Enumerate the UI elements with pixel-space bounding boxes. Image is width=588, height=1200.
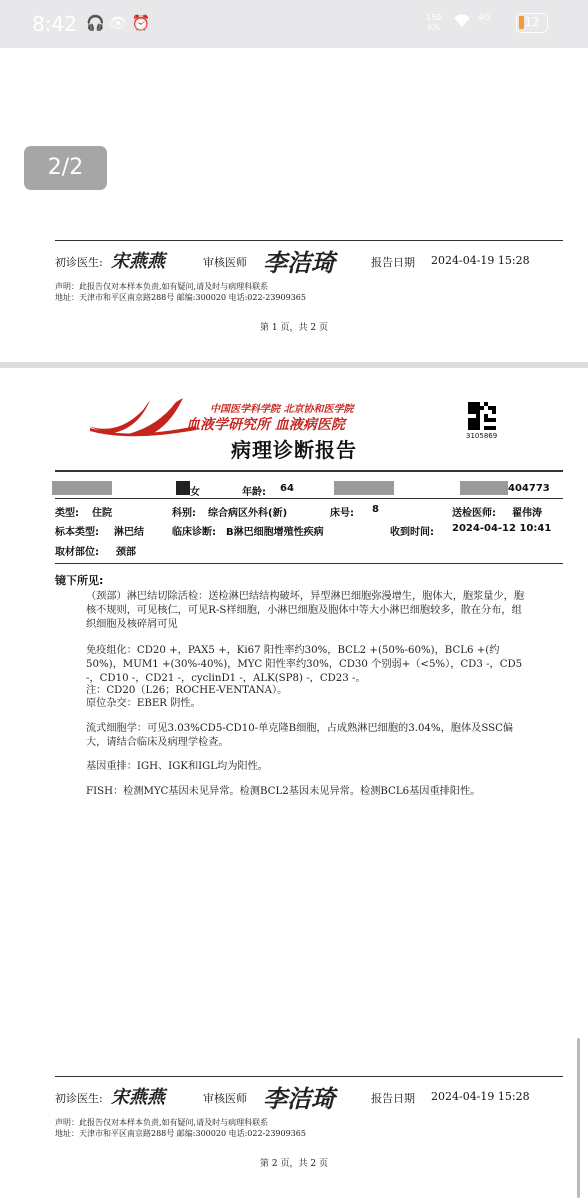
signature-row xyxy=(55,1077,563,1117)
site-label: 取材部位: xyxy=(55,547,99,558)
report-date-label: 报告日期 xyxy=(371,1092,415,1105)
review-doctor-label: 审核医师 xyxy=(203,256,247,269)
patient-sex: 女 xyxy=(190,487,200,498)
page1-footer xyxy=(55,240,563,303)
status-time: 8:42 xyxy=(32,12,77,36)
disclaimer: 声明：此报告仅对本样本负责,如有疑问,请及时与病理科联系 xyxy=(55,1118,269,1127)
diagnosis: B淋巴细胞增殖性疾病 xyxy=(226,527,324,538)
scrollbar[interactable] xyxy=(577,1038,580,1198)
initial-doctor-signature: 宋燕燕 xyxy=(111,251,165,272)
findings-ish: 原位杂交：EBER 阴性。 xyxy=(86,698,201,709)
patient-doctor: 翟伟涛 xyxy=(512,508,542,519)
findings-flow: 流式细胞学：可见3.03%CD5-CD10-单克隆B细胞，占成熟淋巴细胞的3.04%，胞体及SSC偏大，请结合临床及病理学检查。 xyxy=(86,723,514,748)
redacted-id-label xyxy=(334,481,394,495)
patient-rule xyxy=(55,498,563,499)
signature-row xyxy=(55,241,563,281)
dept-label: 科别: xyxy=(172,508,196,519)
eye-icon: 👁 xyxy=(108,14,132,32)
report-date: 2024-04-19 15:28 xyxy=(431,254,530,267)
initial-doctor-label: 初诊医生: xyxy=(55,1092,103,1105)
patient-bed: 8 xyxy=(372,504,379,515)
specimen: 淋巴结 xyxy=(114,527,144,538)
institution-line2: 血液学研究所 血液病医院 xyxy=(186,417,345,433)
specimen-label: 标本类型: xyxy=(55,527,99,538)
header-rule-top xyxy=(55,470,563,472)
review-doctor-signature: 李洁琦 xyxy=(263,1084,335,1113)
findings-ihc-note: 注：CD20（L26；ROCHE-VENTANA）。 xyxy=(86,685,288,696)
initial-doctor-signature: 宋燕燕 xyxy=(111,1087,165,1108)
cellular-indicator: 4G xyxy=(478,13,491,23)
status-notification-icons xyxy=(86,14,154,32)
address: 地址：天津市和平区南京路288号 邮编:300020 电话:022-23909365 xyxy=(55,1129,306,1138)
report-date-label: 报告日期 xyxy=(371,256,415,269)
findings-title: 镜下所见: xyxy=(55,574,104,587)
findings-gene-rearrangement: 基因重排：IGH、IGK和IGL均为阳性。 xyxy=(86,761,268,772)
report-title: 病理诊断报告 xyxy=(231,438,357,462)
redacted-id-prefix xyxy=(460,481,508,495)
page1-number: 第 1 页，共 2 页 xyxy=(260,323,328,333)
patient-id: 404773 xyxy=(508,483,550,494)
address: 地址：天津市和平区南京路288号 邮编:300020 电话:022-23909365 xyxy=(55,293,306,302)
institution-line1: 中国医学科学院 北京协和医学院 xyxy=(210,404,354,415)
site: 颈部 xyxy=(116,547,136,558)
findings-fish: FISH：检测MYC基因未见异常。检测BCL2基因未见异常。检测BCL6基因重排阳性。 xyxy=(86,786,481,797)
disclaimer: 声明：此报告仅对本样本负责,如有疑问,请及时与病理科联系 xyxy=(55,282,269,291)
status-bar xyxy=(0,0,588,48)
headphones-icon: 🎧 xyxy=(86,14,109,32)
patient-dept: 综合病区外科(新) xyxy=(208,508,288,519)
qr-code xyxy=(468,402,496,430)
page-indicator: 2/2 xyxy=(24,146,107,190)
page2-footer xyxy=(55,1076,563,1139)
received-label: 收到时间: xyxy=(390,527,434,538)
doctor-label: 送检医师: xyxy=(452,508,496,519)
findings-gross: （颈部）淋巴结切除活检：送检淋巴结结构破坏，异型淋巴细胞弥漫增生，胞体大，胞浆量少，胞核不规则，可见核仁，可见R-S样细胞，小淋巴细胞及胞体中等大小淋巴细胞较多，散在分布，组织细胞及核碎屑可见 xyxy=(86,591,525,630)
redacted-mark xyxy=(176,481,190,495)
alarm-icon: ⏰ xyxy=(131,14,155,32)
initial-doctor-label: 初诊医生: xyxy=(55,256,103,269)
review-doctor-signature: 李洁琦 xyxy=(263,248,335,277)
battery-icon: 12 xyxy=(516,13,548,33)
review-doctor-label: 审核医师 xyxy=(203,1092,247,1105)
qr-number: 3105869 xyxy=(466,432,498,440)
received-time: 2024-04-12 10:41 xyxy=(452,523,552,534)
patient-type: 住院 xyxy=(92,508,112,519)
bed-label: 床号: xyxy=(330,508,354,519)
diagnosis-label: 临床诊断: xyxy=(172,527,216,538)
redacted-name xyxy=(52,481,112,495)
network-speed: 150 K/s xyxy=(426,13,442,32)
page-divider xyxy=(0,362,588,368)
type-label: 类型: xyxy=(55,508,79,519)
findings-rule xyxy=(55,563,563,564)
age-label: 年龄: xyxy=(242,487,266,498)
patient-age: 64 xyxy=(280,483,294,494)
findings-ihc: 免疫组化：CD20 +，PAX5 +，Ki67 阳性率约30%，BCL2 +(50%-60%)，BCL6 +(约50%)，MUM1 +(30%-40%)，MYC 阳性率约30%，CD30 个别弱+（<5%），CD3 -，CD5 -，CD10 -，CD21 -，cyclinD1 -，ALK(SP8) -，CD23 -。 xyxy=(86,645,523,684)
page2-number: 第 2 页，共 2 页 xyxy=(260,1159,328,1169)
report-date: 2024-04-19 15:28 xyxy=(431,1090,530,1103)
wifi-icon xyxy=(452,12,472,32)
